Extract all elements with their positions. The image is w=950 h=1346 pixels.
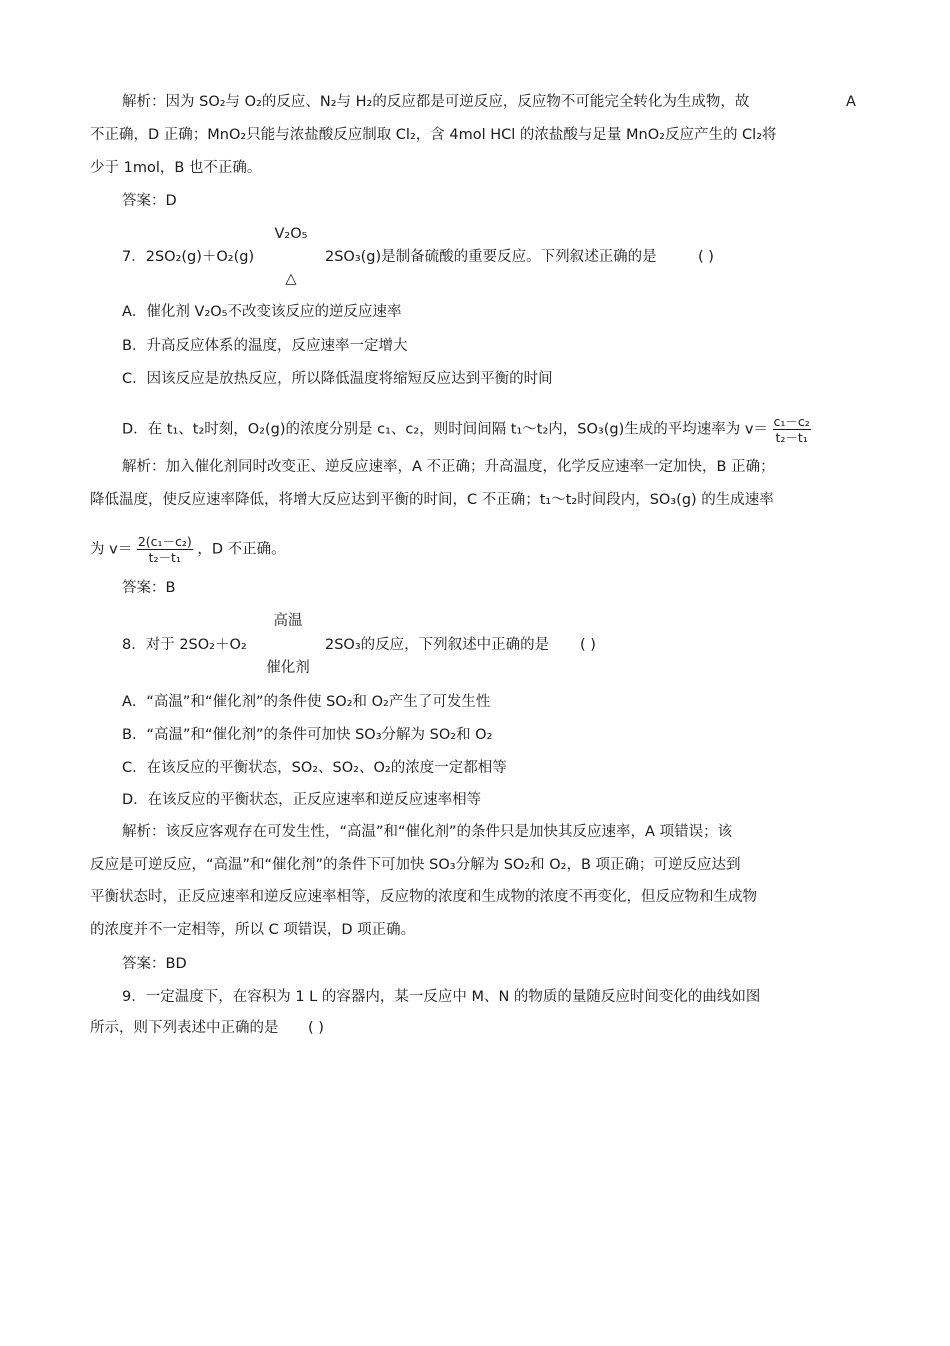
q7-answer-paren: ( ) [698, 249, 714, 265]
q7-option-b[interactable]: B．升高反应体系的温度，反应速率一定增大 [122, 338, 408, 354]
q9-answer-paren: ( ) [308, 1020, 324, 1036]
q9-line-1: 9．一定温度下，在容积为 1 L 的容器内，某一反应中 M、N 的物质的量随反应时间变化的曲线如图 [122, 989, 761, 1005]
explanation-7-line-1: 解析：加入催化剂同时改变正、逆反应速率，A 不正确；升高温度，化学反应速率一定加快，B 正确； [122, 459, 775, 475]
answer-7: 答案：B [122, 580, 176, 596]
q8-condition-top: 高温 [273, 613, 303, 629]
explanation-7-denominator: t₂－t₁ [148, 550, 181, 565]
q9-line-2: 所示，则下列表述中正确的是 [90, 1020, 279, 1036]
q8-answer-paren: ( ) [580, 637, 596, 653]
q7-catalyst-label: V₂O₅ [274, 226, 308, 242]
q7-option-d-denominator: t₂－t₁ [775, 430, 808, 445]
explanation-7-line-2: 降低温度，使反应速率降低，将增大反应达到平衡的时间，C 不正确；t₁～t₂时间段内，SO₃(g) 的生成速率 [90, 492, 774, 508]
explanation-7-line-3-pre: 为 v＝ [90, 541, 133, 558]
q8-equation-right: 2SO₃的反应，下列叙述中正确的是 [325, 637, 550, 653]
q8-equation-left: 8．对于 2SO₂＋O₂ [122, 637, 247, 653]
q7-option-a[interactable]: A．催化剂 V₂O₅不改变该反应的逆反应速率 [122, 304, 402, 320]
q8-option-a[interactable]: A．“高温”和“催化剂”的条件使 SO₂和 O₂产生了可发生性 [122, 694, 491, 710]
q7-option-d-fraction [773, 414, 811, 445]
answer-8: 答案：BD [122, 956, 187, 972]
q7-heat-symbol: △ [285, 271, 297, 287]
q7-equation-right: 2SO₃(g)是制备硫酸的重要反应。下列叙述正确的是 [325, 249, 657, 265]
explanation-8-line-1: 解析：该反应客观存在可发生性，“高温”和“催化剂”的条件只是加快其反应速率，A 项错误；该 [122, 824, 733, 840]
explanation-7-numerator: 2(c₁－c₂) [137, 534, 192, 549]
explanation-7-line-3 [90, 534, 286, 565]
explanation-8-line-4: 的浓度并不一定相等，所以 C 项错误，D 项正确。 [90, 922, 416, 938]
q8-option-b[interactable]: B．“高温”和“催化剂”的条件可加快 SO₃分解为 SO₂和 O₂ [122, 727, 493, 743]
explanation-7-line-3-post: ，D 不正确。 [197, 541, 286, 558]
explanation-6-line-2: 不正确，D 正确；MnO₂只能与浓盐酸反应制取 Cl₂，含 4mol HCl 的浓盐酸与足量 MnO₂反应产生的 Cl₂将 [90, 127, 777, 143]
q7-option-c[interactable]: C．因该反应是放热反应，所以降低温度将缩短反应达到平衡的时间 [122, 371, 553, 387]
explanation-8-line-2: 反应是可逆反应，“高温”和“催化剂”的条件下可加快 SO₃分解为 SO₂和 O₂，B 项正确；可逆反应达到 [90, 857, 741, 873]
explanation-8-line-3: 平衡状态时，正反应速率和逆反应速率相等，反应物的浓度和生成物的浓度不再变化，但反应物和生成物 [90, 889, 757, 905]
explanation-6-line-1-end: A [846, 94, 856, 110]
q7-equation-left: 7．2SO₂(g)＋O₂(g) [122, 249, 255, 265]
explanation-6-line-1: 解析：因为 SO₂与 O₂的反应、N₂与 H₂的反应都是可逆反应，反应物不可能完全转化为生成物，故 [122, 94, 750, 110]
q7-option-d[interactable] [122, 414, 811, 445]
q7-option-d-numerator: c₁－c₂ [773, 414, 810, 429]
q8-condition-bottom: 催化剂 [266, 660, 310, 676]
answer-6: 答案：D [122, 193, 177, 209]
q8-option-d[interactable]: D．在该反应的平衡状态，正反应速率和逆反应速率相等 [122, 792, 482, 808]
explanation-6-line-3: 少于 1mol，B 也不正确。 [90, 160, 262, 176]
explanation-7-fraction [137, 534, 193, 565]
q8-option-c[interactable]: C．在该反应的平衡状态，SO₂、SO₂、O₂的浓度一定都相等 [122, 760, 507, 776]
q7-option-d-text: D．在 t₁、t₂时刻，O₂(g)的浓度分别是 c₁、c₂，则时间间隔 t₁～t₂内，SO₃(g)生成的平均速率为 v＝ [122, 421, 768, 438]
